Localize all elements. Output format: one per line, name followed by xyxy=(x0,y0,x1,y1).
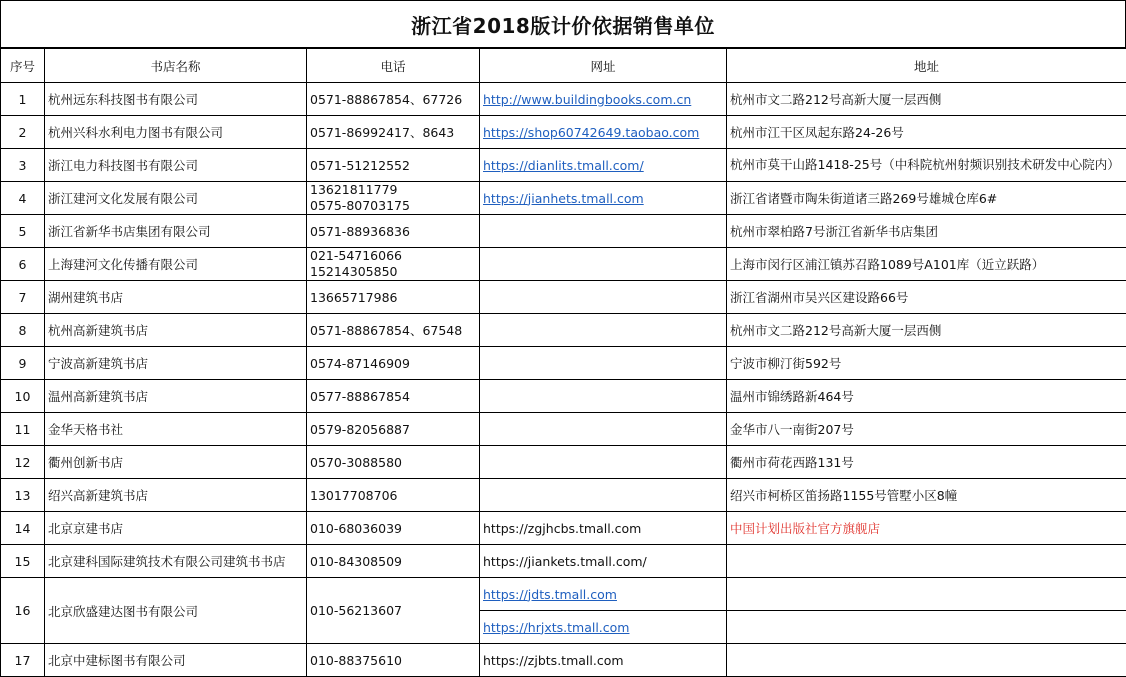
row-index: 9 xyxy=(1,347,45,380)
table-row xyxy=(1,116,1126,149)
header-address: 地址 xyxy=(727,49,1126,83)
table-row xyxy=(1,644,1126,677)
phone-number: 13017708706 xyxy=(310,488,397,503)
table-row xyxy=(1,281,1126,314)
address-text: 中国计划出版社官方旗舰店 xyxy=(730,521,880,536)
sales-table xyxy=(0,48,1126,677)
store-name: 北京欣盛建达图书有限公司 xyxy=(45,578,307,644)
row-index: 6 xyxy=(1,248,45,281)
table-row xyxy=(1,380,1126,413)
address: 绍兴市柯桥区笛扬路1155号管墅小区8幢 xyxy=(727,479,1126,512)
store-name: 绍兴高新建筑书店 xyxy=(45,479,307,512)
website-text: https://zjbts.tmall.com xyxy=(483,653,624,668)
row-index: 1 xyxy=(1,83,45,116)
store-name: 温州高新建筑书店 xyxy=(45,380,307,413)
header-row xyxy=(1,49,1126,83)
website xyxy=(480,413,727,446)
website xyxy=(480,512,727,545)
address: 杭州市文二路212号高新大厦一层西侧 xyxy=(727,83,1126,116)
table-row xyxy=(1,479,1126,512)
table-row xyxy=(1,149,1126,182)
store-name: 浙江建河文化发展有限公司 xyxy=(45,182,307,215)
website xyxy=(480,446,727,479)
website-text: https://jiankets.tmall.com/ xyxy=(483,554,647,569)
website xyxy=(480,281,727,314)
website-link[interactable]: https://shop60742649.taobao.com xyxy=(483,125,699,140)
phone xyxy=(307,380,480,413)
address: 杭州市江干区凤起东路24-26号 xyxy=(727,116,1126,149)
table-row xyxy=(1,512,1126,545)
phone xyxy=(307,512,480,545)
phone-number: 021-54716066 xyxy=(310,248,476,264)
store-name: 杭州兴科水利电力图书有限公司 xyxy=(45,116,307,149)
table-row xyxy=(1,578,1126,611)
phone xyxy=(307,413,480,446)
website-link[interactable]: https://jdts.tmall.com xyxy=(483,587,617,602)
row-index: 4 xyxy=(1,182,45,215)
website xyxy=(480,149,727,182)
row-index: 12 xyxy=(1,446,45,479)
phone: 010-56213607 xyxy=(307,578,480,644)
row-index: 10 xyxy=(1,380,45,413)
phone-number: 0571-88936836 xyxy=(310,224,410,239)
website xyxy=(480,116,727,149)
row-index: 2 xyxy=(1,116,45,149)
header-website: 网址 xyxy=(480,49,727,83)
header-index: 序号 xyxy=(1,49,45,83)
address xyxy=(727,512,1126,545)
phone-number: 0575-80703175 xyxy=(310,198,476,214)
table-row xyxy=(1,248,1126,281)
phone-number: 0579-82056887 xyxy=(310,422,410,437)
website xyxy=(480,347,727,380)
website-link[interactable]: https://jianhets.tmall.com xyxy=(483,191,644,206)
address: 浙江省诸暨市陶朱街道诸三路269号雄城仓库6# xyxy=(727,182,1126,215)
row-index: 8 xyxy=(1,314,45,347)
address: 宁波市柳汀街592号 xyxy=(727,347,1126,380)
row-index: 13 xyxy=(1,479,45,512)
phone-number: 0571-88867854、67726 xyxy=(310,92,462,107)
phone xyxy=(307,347,480,380)
phone xyxy=(307,545,480,578)
store-name: 杭州高新建筑书店 xyxy=(45,314,307,347)
website xyxy=(480,314,727,347)
address: 温州市锦绣路新464号 xyxy=(727,380,1126,413)
table-row xyxy=(1,545,1126,578)
address: 金华市八一南街207号 xyxy=(727,413,1126,446)
phone xyxy=(307,149,480,182)
phone xyxy=(307,479,480,512)
website xyxy=(480,83,727,116)
phone: 010-88375610 xyxy=(307,644,480,677)
table-body xyxy=(1,83,1126,677)
table-row xyxy=(1,347,1126,380)
phone-number: 13621811779 xyxy=(310,182,476,198)
phone-number: 13665717986 xyxy=(310,290,397,305)
phone xyxy=(307,182,480,215)
address: 杭州市翠柏路7号浙江省新华书店集团 xyxy=(727,215,1126,248)
phone xyxy=(307,314,480,347)
row-index: 5 xyxy=(1,215,45,248)
address: 上海市闵行区浦江镇苏召路1089号A101库（近立跃路） xyxy=(727,248,1126,281)
website xyxy=(480,578,727,611)
phone-number: 0574-87146909 xyxy=(310,356,410,371)
store-name: 北京京建书店 xyxy=(45,512,307,545)
table-row xyxy=(1,215,1126,248)
phone xyxy=(307,446,480,479)
row-index: 7 xyxy=(1,281,45,314)
website xyxy=(480,215,727,248)
website xyxy=(480,248,727,281)
address: 杭州市文二路212号高新大厦一层西侧 xyxy=(727,314,1126,347)
phone xyxy=(307,83,480,116)
website-link[interactable]: http://www.buildingbooks.com.cn xyxy=(483,92,691,107)
address xyxy=(727,578,1126,611)
phone-number: 010-68036039 xyxy=(310,521,402,536)
store-name: 北京中建标图书有限公司 xyxy=(45,644,307,677)
row-index: 16 xyxy=(1,578,45,644)
phone xyxy=(307,281,480,314)
table-row xyxy=(1,182,1126,215)
website xyxy=(480,380,727,413)
row-index: 17 xyxy=(1,644,45,677)
store-name: 衢州创新书店 xyxy=(45,446,307,479)
store-name: 浙江电力科技图书有限公司 xyxy=(45,149,307,182)
table-row xyxy=(1,446,1126,479)
address xyxy=(727,644,1126,677)
store-name: 北京建科国际建筑技术有限公司建筑书书店 xyxy=(45,545,307,578)
phone xyxy=(307,215,480,248)
store-name: 金华天格书社 xyxy=(45,413,307,446)
phone-number: 0571-51212552 xyxy=(310,158,410,173)
phone xyxy=(307,116,480,149)
phone-number: 15214305850 xyxy=(310,264,476,280)
header-phone: 电话 xyxy=(307,49,480,83)
address: 衢州市荷花西路131号 xyxy=(727,446,1126,479)
header-store-name: 书店名称 xyxy=(45,49,307,83)
store-name: 上海建河文化传播有限公司 xyxy=(45,248,307,281)
website xyxy=(480,644,727,677)
website xyxy=(480,479,727,512)
address xyxy=(727,611,1126,644)
table-row xyxy=(1,314,1126,347)
phone-number: 010-84308509 xyxy=(310,554,402,569)
row-index: 15 xyxy=(1,545,45,578)
phone-number: 0571-88867854、67548 xyxy=(310,323,462,338)
table-row xyxy=(1,83,1126,116)
store-name: 湖州建筑书店 xyxy=(45,281,307,314)
store-name: 宁波高新建筑书店 xyxy=(45,347,307,380)
website-link[interactable]: https://dianlits.tmall.com/ xyxy=(483,158,644,173)
phone-number: 0570-3088580 xyxy=(310,455,402,470)
sheet-title: 浙江省2018版计价依据销售单位 xyxy=(0,0,1126,48)
row-index: 11 xyxy=(1,413,45,446)
phone-number: 0577-88867854 xyxy=(310,389,410,404)
store-name: 杭州远东科技图书有限公司 xyxy=(45,83,307,116)
website-text: https://zgjhcbs.tmall.com xyxy=(483,521,641,536)
store-name: 浙江省新华书店集团有限公司 xyxy=(45,215,307,248)
website xyxy=(480,545,727,578)
address: 浙江省湖州市吴兴区建设路66号 xyxy=(727,281,1126,314)
phone xyxy=(307,248,480,281)
website xyxy=(480,611,727,644)
phone-number: 0571-86992417、8643 xyxy=(310,125,454,140)
address xyxy=(727,545,1126,578)
row-index: 3 xyxy=(1,149,45,182)
website-link[interactable]: https://hrjxts.tmall.com xyxy=(483,620,629,635)
website xyxy=(480,182,727,215)
row-index: 14 xyxy=(1,512,45,545)
address: 杭州市莫干山路1418-25号（中科院杭州射频识别技术研发中心院内） xyxy=(727,149,1126,182)
table-row xyxy=(1,413,1126,446)
